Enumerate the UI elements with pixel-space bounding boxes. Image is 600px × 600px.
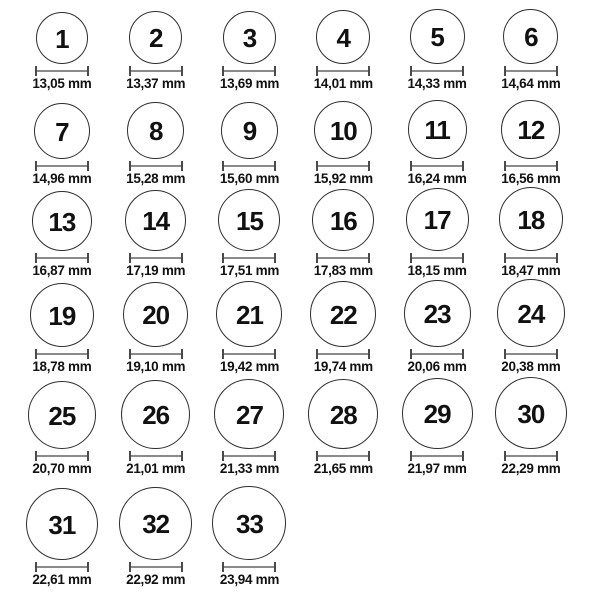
measure-line <box>224 353 274 355</box>
ring-size-cell <box>296 189 390 281</box>
ring-size-number: 4 <box>336 22 351 53</box>
ring-circle <box>312 189 374 251</box>
diameter-measure <box>316 66 370 76</box>
ring-size-number: 21 <box>236 299 263 330</box>
measure-tick-right <box>274 161 276 171</box>
diameter-measure <box>35 451 89 461</box>
ring-size-number: 32 <box>142 509 170 539</box>
diameter-measure <box>35 253 89 263</box>
diameter-label: 21,33 mm <box>219 461 280 476</box>
diameter-label: 16,24 mm <box>407 171 467 186</box>
ring-size-cell <box>109 487 203 590</box>
measure-tick-right <box>181 562 183 572</box>
measure-tick-right <box>181 161 183 171</box>
ring-size-number: 24 <box>517 298 545 329</box>
size-row <box>15 479 600 590</box>
size-row <box>15 281 600 377</box>
size-row <box>15 189 600 281</box>
diameter-label: 15,28 mm <box>126 171 186 186</box>
diameter-label: 16,56 mm <box>501 171 561 186</box>
diameter-label: 13,69 mm <box>219 76 280 91</box>
ring-circle <box>499 187 563 251</box>
ring-circle <box>121 380 190 449</box>
ring-size-number: 28 <box>329 399 357 430</box>
measure-line <box>131 353 181 355</box>
measure-line <box>224 566 274 568</box>
measure-line <box>37 566 87 568</box>
measure-line <box>37 353 87 355</box>
ring-size-number: 18 <box>517 204 545 235</box>
diameter-label: 15,92 mm <box>313 171 373 186</box>
ring-size-cell <box>296 101 390 189</box>
ring-circle <box>212 486 286 560</box>
diameter-measure <box>410 349 464 359</box>
measure-line <box>37 455 87 457</box>
ring-size-cell <box>390 378 484 479</box>
measure-line <box>131 455 181 457</box>
diameter-measure <box>410 451 464 461</box>
ring-size-cell <box>203 281 297 377</box>
ring-size-cell <box>484 187 578 281</box>
measure-line <box>506 165 556 167</box>
measure-line <box>506 257 556 259</box>
measure-tick-right <box>181 66 183 76</box>
ring-size-number: 16 <box>329 205 357 236</box>
ring-size-number: 9 <box>242 116 257 146</box>
diameter-label: 20,06 mm <box>407 359 467 374</box>
diameter-measure <box>504 161 558 171</box>
ring-size-cell <box>484 377 578 479</box>
measure-tick-right <box>368 253 370 263</box>
diameter-measure <box>129 562 183 572</box>
diameter-label: 17,83 mm <box>313 263 373 278</box>
measure-line <box>37 165 87 167</box>
size-row <box>15 0 600 94</box>
measure-line <box>131 165 181 167</box>
ring-circle <box>410 9 465 64</box>
diameter-measure <box>129 451 183 461</box>
diameter-measure <box>222 253 276 263</box>
diameter-label: 21,97 mm <box>407 461 467 476</box>
diameter-measure <box>504 451 558 461</box>
ring-size-cell <box>203 11 297 94</box>
diameter-label: 23,94 mm <box>219 572 280 587</box>
measure-line <box>131 257 181 259</box>
ring-circle <box>221 102 278 159</box>
ring-circle <box>216 281 282 347</box>
diameter-measure <box>35 349 89 359</box>
diameter-label: 14,64 mm <box>501 76 561 91</box>
diameter-measure <box>222 562 276 572</box>
ring-size-cell <box>15 488 109 590</box>
measure-tick-right <box>556 349 558 359</box>
ring-size-number: 5 <box>430 22 444 52</box>
measure-line <box>37 70 87 72</box>
diameter-measure <box>504 349 558 359</box>
measure-line <box>224 257 274 259</box>
measure-tick-right <box>556 161 558 171</box>
ring-size-cell <box>109 282 203 377</box>
measure-tick-right <box>181 451 183 461</box>
diameter-label: 15,60 mm <box>219 171 280 186</box>
measure-line <box>318 257 368 259</box>
ring-size-cell <box>296 10 390 94</box>
diameter-label: 17,19 mm <box>126 263 186 278</box>
ring-size-cell <box>203 379 297 479</box>
diameter-measure <box>222 161 276 171</box>
measure-tick-right <box>274 562 276 572</box>
measure-line <box>412 455 462 457</box>
ring-size-number: 11 <box>424 115 450 145</box>
measure-tick-right <box>462 451 464 461</box>
diameter-measure <box>35 66 89 76</box>
measure-tick-right <box>368 451 370 461</box>
ring-size-number: 8 <box>148 116 163 146</box>
diameter-label: 19,10 mm <box>126 359 186 374</box>
diameter-measure <box>35 562 89 572</box>
ring-size-number: 17 <box>423 205 451 235</box>
measure-tick-right <box>462 253 464 263</box>
diameter-label: 18,78 mm <box>32 359 92 374</box>
measure-line <box>318 455 368 457</box>
ring-circle <box>495 377 567 449</box>
ring-circle <box>218 189 280 251</box>
ring-size-number: 15 <box>236 205 263 236</box>
ring-circle <box>28 381 96 449</box>
measure-tick-right <box>87 253 89 263</box>
measure-tick-right <box>274 451 276 461</box>
ring-size-cell <box>203 189 297 281</box>
measure-tick-right <box>181 253 183 263</box>
measure-tick-right <box>368 349 370 359</box>
ring-size-cell <box>15 381 109 479</box>
diameter-measure <box>410 161 464 171</box>
diameter-label: 18,47 mm <box>501 263 561 278</box>
ring-circle <box>310 281 376 347</box>
measure-tick-right <box>556 451 558 461</box>
measure-tick-right <box>462 161 464 171</box>
ring-size-number: 19 <box>48 300 76 331</box>
measure-line <box>506 455 556 457</box>
ring-circle <box>214 379 284 449</box>
diameter-measure <box>410 66 464 76</box>
diameter-label: 16,87 mm <box>32 263 92 278</box>
diameter-label: 19,42 mm <box>219 359 280 374</box>
diameter-measure <box>316 349 370 359</box>
ring-circle <box>125 190 186 251</box>
ring-circle <box>30 283 94 347</box>
ring-size-cell <box>109 380 203 479</box>
diameter-measure <box>129 161 183 171</box>
measure-tick-right <box>274 349 276 359</box>
ring-circle <box>123 282 188 347</box>
ring-size-number: 3 <box>242 23 257 53</box>
diameter-label: 19,74 mm <box>313 359 373 374</box>
diameter-measure <box>316 451 370 461</box>
ring-size-cell <box>15 103 109 189</box>
ring-circle <box>119 487 192 560</box>
ring-size-number: 10 <box>329 115 357 146</box>
ring-size-number: 31 <box>48 509 76 540</box>
ring-size-cell <box>109 11 203 94</box>
diameter-label: 13,05 mm <box>32 76 92 91</box>
measure-tick-right <box>274 253 276 263</box>
measure-tick-right <box>274 66 276 76</box>
diameter-label: 20,70 mm <box>32 461 92 476</box>
ring-circle <box>408 100 467 159</box>
ring-circle <box>316 10 370 64</box>
ring-size-number: 14 <box>142 206 170 236</box>
ring-size-cell <box>484 9 578 94</box>
diameter-label: 17,51 mm <box>219 263 280 278</box>
ring-size-cell <box>203 486 297 590</box>
ring-size-number: 33 <box>236 508 263 539</box>
ring-circle <box>26 488 98 560</box>
measure-line <box>131 70 181 72</box>
measure-tick-right <box>368 161 370 171</box>
ring-size-number: 20 <box>142 300 170 330</box>
measure-tick-right <box>87 349 89 359</box>
measure-line <box>37 257 87 259</box>
diameter-label: 18,15 mm <box>407 263 467 278</box>
measure-line <box>318 70 368 72</box>
ring-circle <box>406 188 469 251</box>
measure-tick-right <box>556 66 558 76</box>
diameter-measure <box>222 349 276 359</box>
diameter-measure <box>35 161 89 171</box>
diameter-measure <box>129 349 183 359</box>
ring-size-cell <box>15 283 109 377</box>
ring-circle <box>501 100 560 159</box>
measure-tick-right <box>556 253 558 263</box>
measure-tick-right <box>181 349 183 359</box>
diameter-measure <box>316 253 370 263</box>
ring-size-cell <box>390 100 484 189</box>
ring-size-number: 26 <box>142 400 170 430</box>
ring-size-cell <box>296 379 390 479</box>
measure-tick-right <box>462 66 464 76</box>
ring-size-cell <box>109 190 203 281</box>
ring-size-cell <box>296 281 390 377</box>
ring-circle <box>34 103 90 159</box>
measure-line <box>412 257 462 259</box>
ring-circle <box>503 9 558 64</box>
ring-size-cell <box>390 188 484 281</box>
ring-size-cell <box>390 280 484 377</box>
diameter-label: 22,92 mm <box>126 572 186 587</box>
ring-circle <box>32 191 92 251</box>
ring-circle <box>314 101 372 159</box>
diameter-measure <box>504 253 558 263</box>
measure-tick-right <box>87 451 89 461</box>
size-row <box>15 94 600 189</box>
measure-line <box>506 70 556 72</box>
ring-circle <box>497 279 565 347</box>
diameter-label: 13,37 mm <box>126 76 186 91</box>
diameter-measure <box>222 66 276 76</box>
diameter-label: 20,38 mm <box>501 359 561 374</box>
diameter-measure <box>504 66 558 76</box>
measure-line <box>224 165 274 167</box>
measure-tick-right <box>87 161 89 171</box>
measure-line <box>412 165 462 167</box>
measure-line <box>131 566 181 568</box>
size-row <box>15 377 600 479</box>
ring-circle <box>127 102 184 159</box>
ring-circle <box>402 378 473 449</box>
ring-size-number: 30 <box>517 398 545 429</box>
diameter-label: 22,29 mm <box>501 461 561 476</box>
measure-line <box>318 165 368 167</box>
measure-line <box>506 353 556 355</box>
measure-line <box>412 353 462 355</box>
measure-line <box>224 455 274 457</box>
diameter-label: 21,01 mm <box>126 461 186 476</box>
diameter-label: 14,33 mm <box>407 76 467 91</box>
ring-size-cell <box>484 279 578 377</box>
measure-line <box>224 70 274 72</box>
measure-tick-right <box>87 562 89 572</box>
measure-tick-right <box>368 66 370 76</box>
diameter-label: 14,96 mm <box>32 171 92 186</box>
diameter-measure <box>129 66 183 76</box>
ring-size-cell <box>203 102 297 189</box>
ring-size-cell <box>15 191 109 281</box>
ring-size-number: 25 <box>48 400 76 431</box>
ring-circle <box>404 280 471 347</box>
measure-tick-right <box>87 66 89 76</box>
ring-size-number: 6 <box>524 22 538 52</box>
measure-tick-right <box>462 349 464 359</box>
ring-size-cell <box>484 100 578 189</box>
ring-size-cell <box>109 102 203 189</box>
diameter-label: 21,65 mm <box>313 461 373 476</box>
ring-size-number: 1 <box>55 23 69 54</box>
ring-size-number: 23 <box>423 299 451 329</box>
ring-circle <box>308 379 378 449</box>
diameter-measure <box>222 451 276 461</box>
ring-size-cell <box>390 9 484 94</box>
measure-line <box>412 70 462 72</box>
diameter-measure <box>410 253 464 263</box>
measure-line <box>318 353 368 355</box>
ring-circle <box>36 12 88 64</box>
ring-size-number: 22 <box>329 299 357 330</box>
diameter-measure <box>129 253 183 263</box>
diameter-measure <box>316 161 370 171</box>
diameter-label: 22,61 mm <box>32 572 92 587</box>
ring-size-cell <box>15 12 109 94</box>
diameter-label: 14,01 mm <box>313 76 373 91</box>
ring-size-number: 13 <box>48 206 76 237</box>
ring-size-number: 27 <box>236 399 263 430</box>
ring-circle <box>129 11 182 64</box>
ring-circle <box>223 11 276 64</box>
ring-size-number: 12 <box>517 115 545 145</box>
ring-size-number: 2 <box>148 23 163 53</box>
ring-size-number: 7 <box>55 116 69 147</box>
ring-size-number: 29 <box>423 399 451 429</box>
